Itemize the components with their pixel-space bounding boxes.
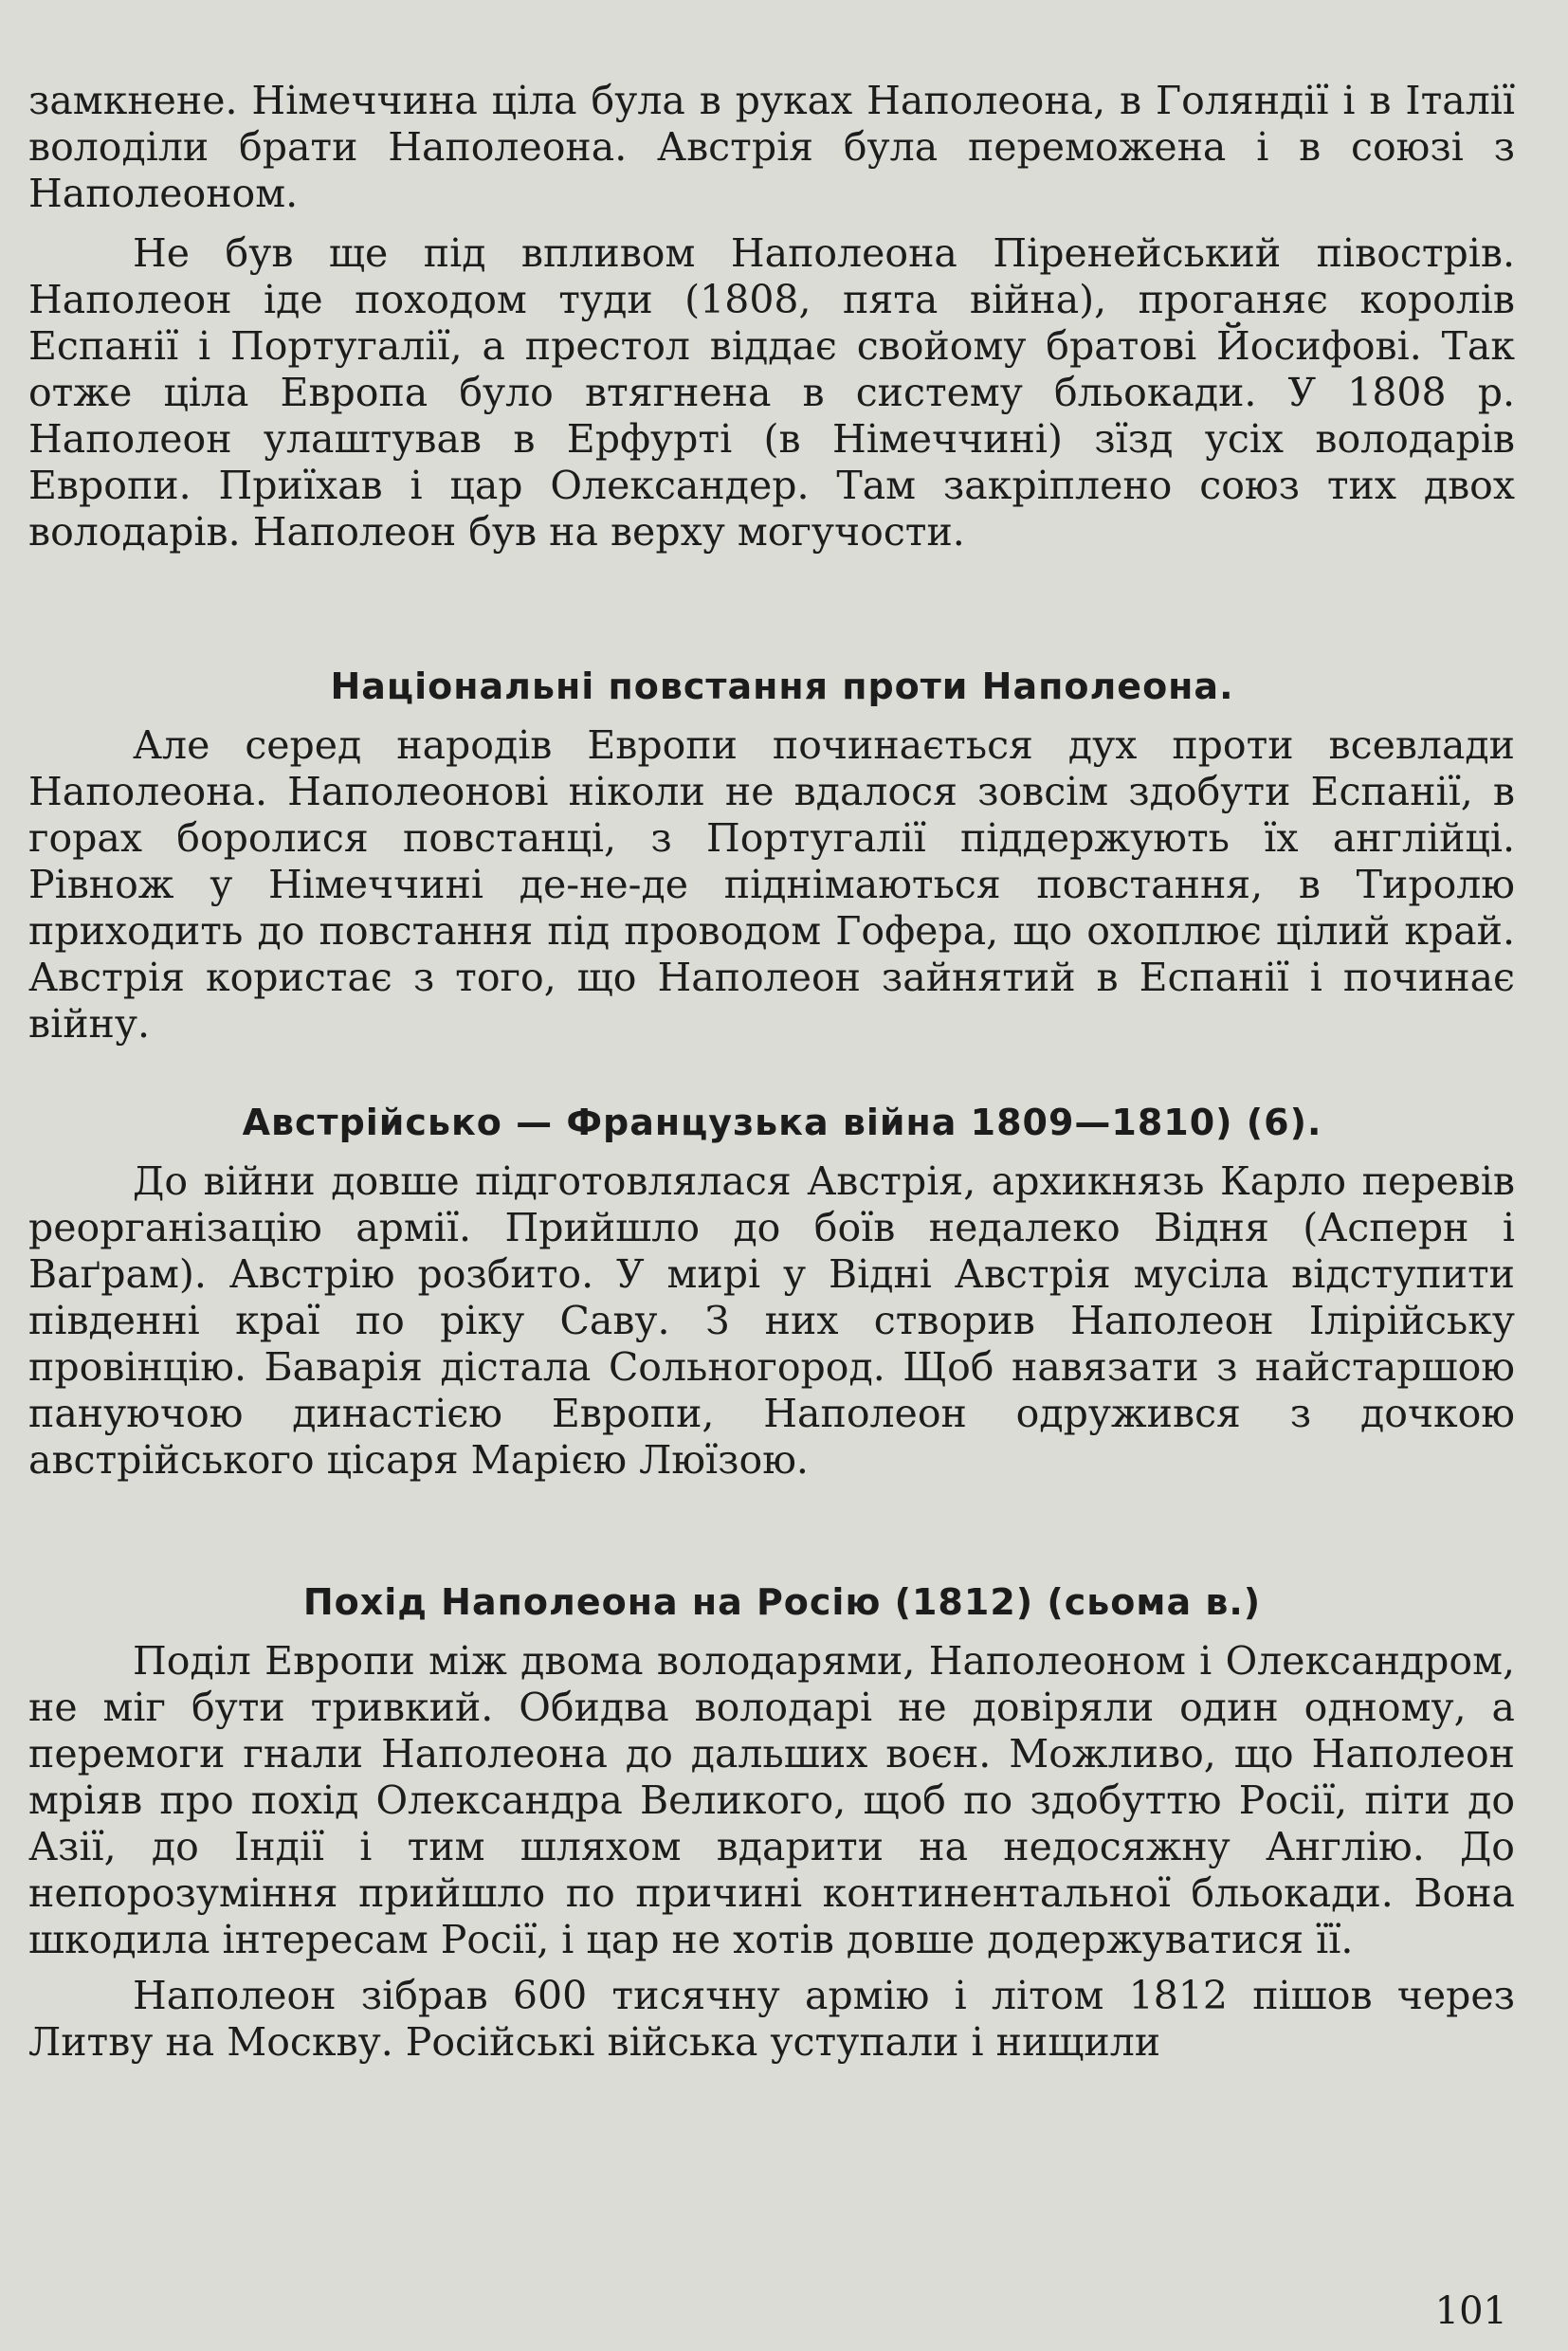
page-body [28, 78, 1545, 2334]
section-heading-national-uprisings: Національні повстання проти Наполеона. [330, 665, 1234, 707]
section-russian-campaign [28, 1638, 1536, 2066]
section-russian-campaign-paragraph-2: Наполеон зібрав 600 тисячну армію і літом 1812 пішов через Литву на Москву. Російські війська уступали і нищили [28, 1973, 1515, 2065]
section-austro-french-war-paragraph: До війни довше підготовлялася Австрія, архикнязь Карло перевів реорганізацію армії. Прийшло до боїв недалеко Відня (Асперн і Ваґрам). Австрію розбито. У мирі у Відні Австрія мусіла відступити південні краї по ріку Саву. З них створив Наполеон Ілірійську провінцію. Баварія дістала Сольногород. Щоб навязати з найстаршою пануючою династією Европи, Наполеон одружився з дочкою австрійського цісаря Марією Люїзою. [28, 1158, 1515, 1483]
section-national-uprisings [28, 722, 1536, 1048]
section-austro-french-war [28, 1158, 1536, 1484]
section-russian-campaign-paragraph-1: Поділ Европи між двома володарями, Наполеоном і Олександром, не міг бути тривкий. Обидва володарі не довіряли один одному, а перемоги гнали Наполеона до дальших воєн. Можливо, що Наполеон мріяв про похід Олександра Великого, щоб по здобуттю Росії, піти до Азії, до Індії і тим шляхом вдарити на недосяжну Англію. До непорозуміння прийшло по причині континентальної бльокади. Вона шкодила інтересам Росії, і цар не хотів довше додержуватися її. [28, 1638, 1515, 1962]
section-heading-austro-french-war: Австрійсько — Французька війна 1809—1810) (6). [242, 1102, 1322, 1143]
section-heading-russian-campaign: Похід Наполеона на Росію (1812) (сьома в.) [302, 1581, 1262, 1623]
page-number: 101 [1434, 2289, 1507, 2333]
intro-paragraph-1: замкнене. Німеччина ціла була в руках Наполеона, в Голяндії і в Італії володіли брати Наполеона. Австрія була переможена і в союзі з Наполеоном. [28, 78, 1515, 216]
intro-paragraph-2: Не був ще під впливом Наполеона Піренейський півострів. Наполеон іде походом туди (1808, пята війна), проганяє королів Еспанії і Португалії, а престол віддає свойому братові Йосифові. Так отже ціла Европа було втягнена в систему бльокади. У 1808 р. Наполеон улаштував в Ерфурті (в Німеччині) зїзд усіх володарів Европи. Приїхав і цар Олександер. Там закріплено союз тих двох володарів. Наполеон був на верху могучости. [28, 230, 1515, 555]
intro-text [28, 78, 1536, 556]
section-national-uprisings-paragraph: Але серед народів Европи починається дух проти всевлади Наполеона. Наполеонові ніколи не вдалося зовсім здобути Еспанії, в горах боролися повстанці, з Португалії піддержують їх англійці. Рівнож у Німеччині де-не-де піднімаються повстання, в Тиролю приходить до повстання під проводом Гофера, що охоплює цілий край. Австрія користає з того, що Наполеон зайнятий в Еспанії і починає війну. [28, 722, 1515, 1047]
